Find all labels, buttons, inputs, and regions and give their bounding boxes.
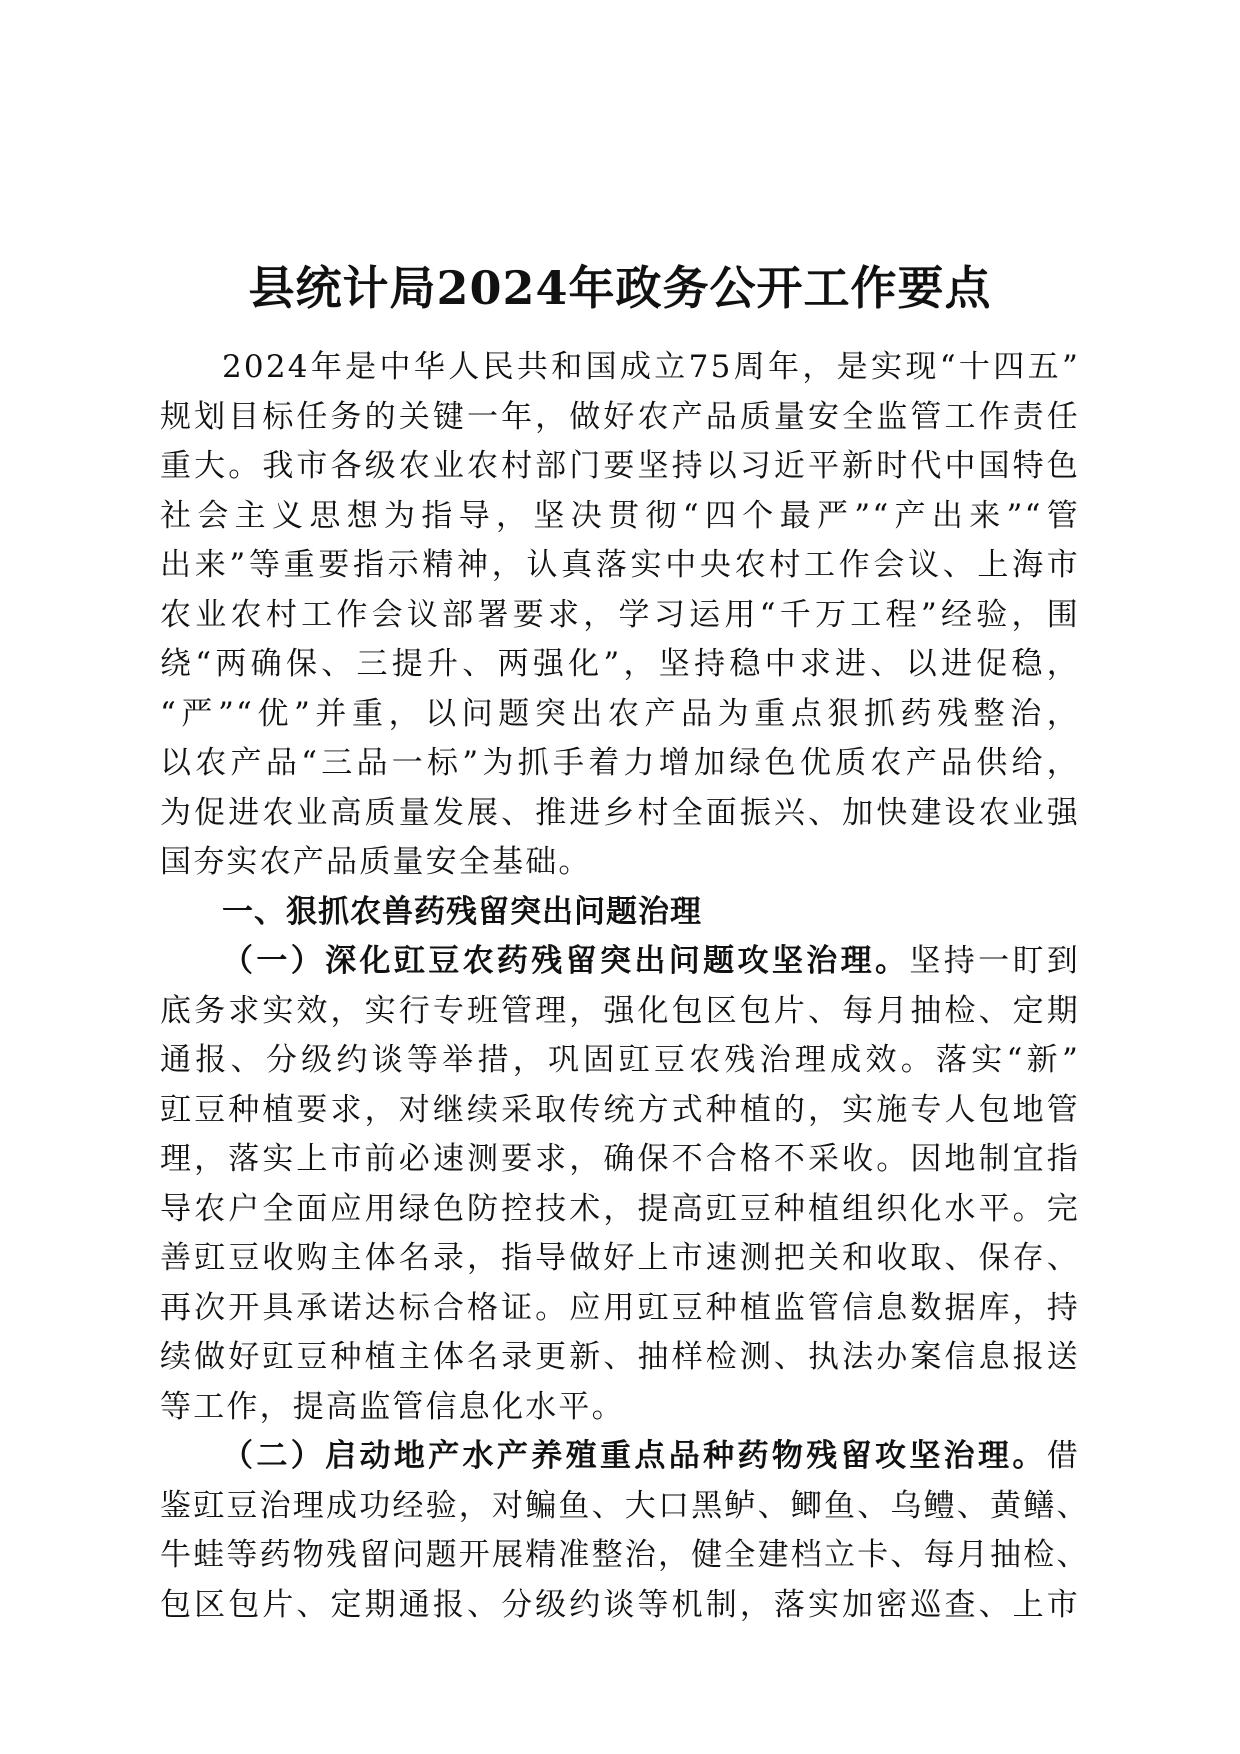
item1-line: 再次开具承诺达标合格证。应用豇豆种植监管信息数据库，持 [160,1289,1080,1326]
item1-line: 续做好豇豆种植主体名录更新、抽样检测、执法办案信息报送 [160,1339,1080,1375]
intro-line: 国夯实农产品质量安全基础。 [160,844,592,880]
item2-line: 包区包片、定期通报、分级约谈等机制，落实加密巡查、上市 [160,1586,1080,1623]
intro-line: 出来”等重要指示精神，认真落实中央农村工作会议、上海市 [160,547,1080,583]
intro-line: 为促进农业高质量发展、推进乡村全面振兴、加快建设农业强 [160,794,1080,831]
intro-line: 2024年是中华人民共和国成立75周年，是实现“十四五” [222,349,1080,385]
item1-lead: （一）深化豇豆农药残留突出问题攻坚治理。 [222,943,910,979]
section-heading: 一、狠抓农兽药残留突出问题治理 [222,893,702,930]
item2-first-line [222,1432,1080,1482]
item1-line: 导农户全面应用绿色防控技术，提高豇豆种植组织化水平。完 [160,1190,1080,1227]
item1-line: 善豇豆收购主体名录，指导做好上市速测把关和收取、保存、 [160,1240,1080,1276]
item1-line: 等工作，提高监管信息化水平。 [160,1388,625,1425]
item1-first-rest: 坚持一盯到 [909,943,1081,979]
intro-line: 以农产品“三品一标”为抓手着力增加绿色优质农产品供给， [160,745,1080,781]
item2-lead: （二）启动地产水产养殖重点品种药物残留攻坚治理。 [222,1438,1047,1474]
intro-line: 重大。我市各级农业农村部门要坚持以习近平新时代中国特色 [160,448,1080,484]
intro-line: 绕“两确保、三提升、两强化”，坚持稳中求进、以进促稳， [160,646,1080,682]
intro-line: “严”“优”并重，以问题突出农产品为重点狠抓药残整治， [160,695,1080,732]
intro-line: 社会主义思想为指导，坚决贯彻“四个最严”“产出来”“管 [160,497,1080,534]
intro-line: 农业农村工作会议部署要求，学习运用“千万工程”经验，围 [160,596,1080,633]
document-title: 县统计局2024年政务公开工作要点 [248,261,992,315]
item1-line: 底务求实效，实行专班管理，强化包区包片、每月抽检、定期 [160,992,1080,1029]
item2-first-rest: 借 [1046,1438,1080,1474]
item1-line: 理，落实上市前必速测要求，确保不合格不采收。因地制宜指 [160,1141,1080,1177]
item1-line: 通报、分级约谈等举措，巩固豇豆农残治理成效。落实“新” [160,1042,1080,1078]
intro-line: 规划目标任务的关键一年，做好农产品质量安全监管工作责任 [160,398,1080,435]
item1-line: 豇豆种植要求，对继续采取传统方式种植的，实施专人包地管 [160,1091,1080,1128]
item2-line: 鉴豇豆治理成功经验，对鳊鱼、大口黑鲈、鲫鱼、乌鳢、黄鳝、 [160,1487,1090,1524]
item2-line: 牛蛙等药物残留问题开展精准整治，健全建档立卡、每月抽检、 [160,1537,1090,1573]
item1-first-line [222,937,1080,987]
